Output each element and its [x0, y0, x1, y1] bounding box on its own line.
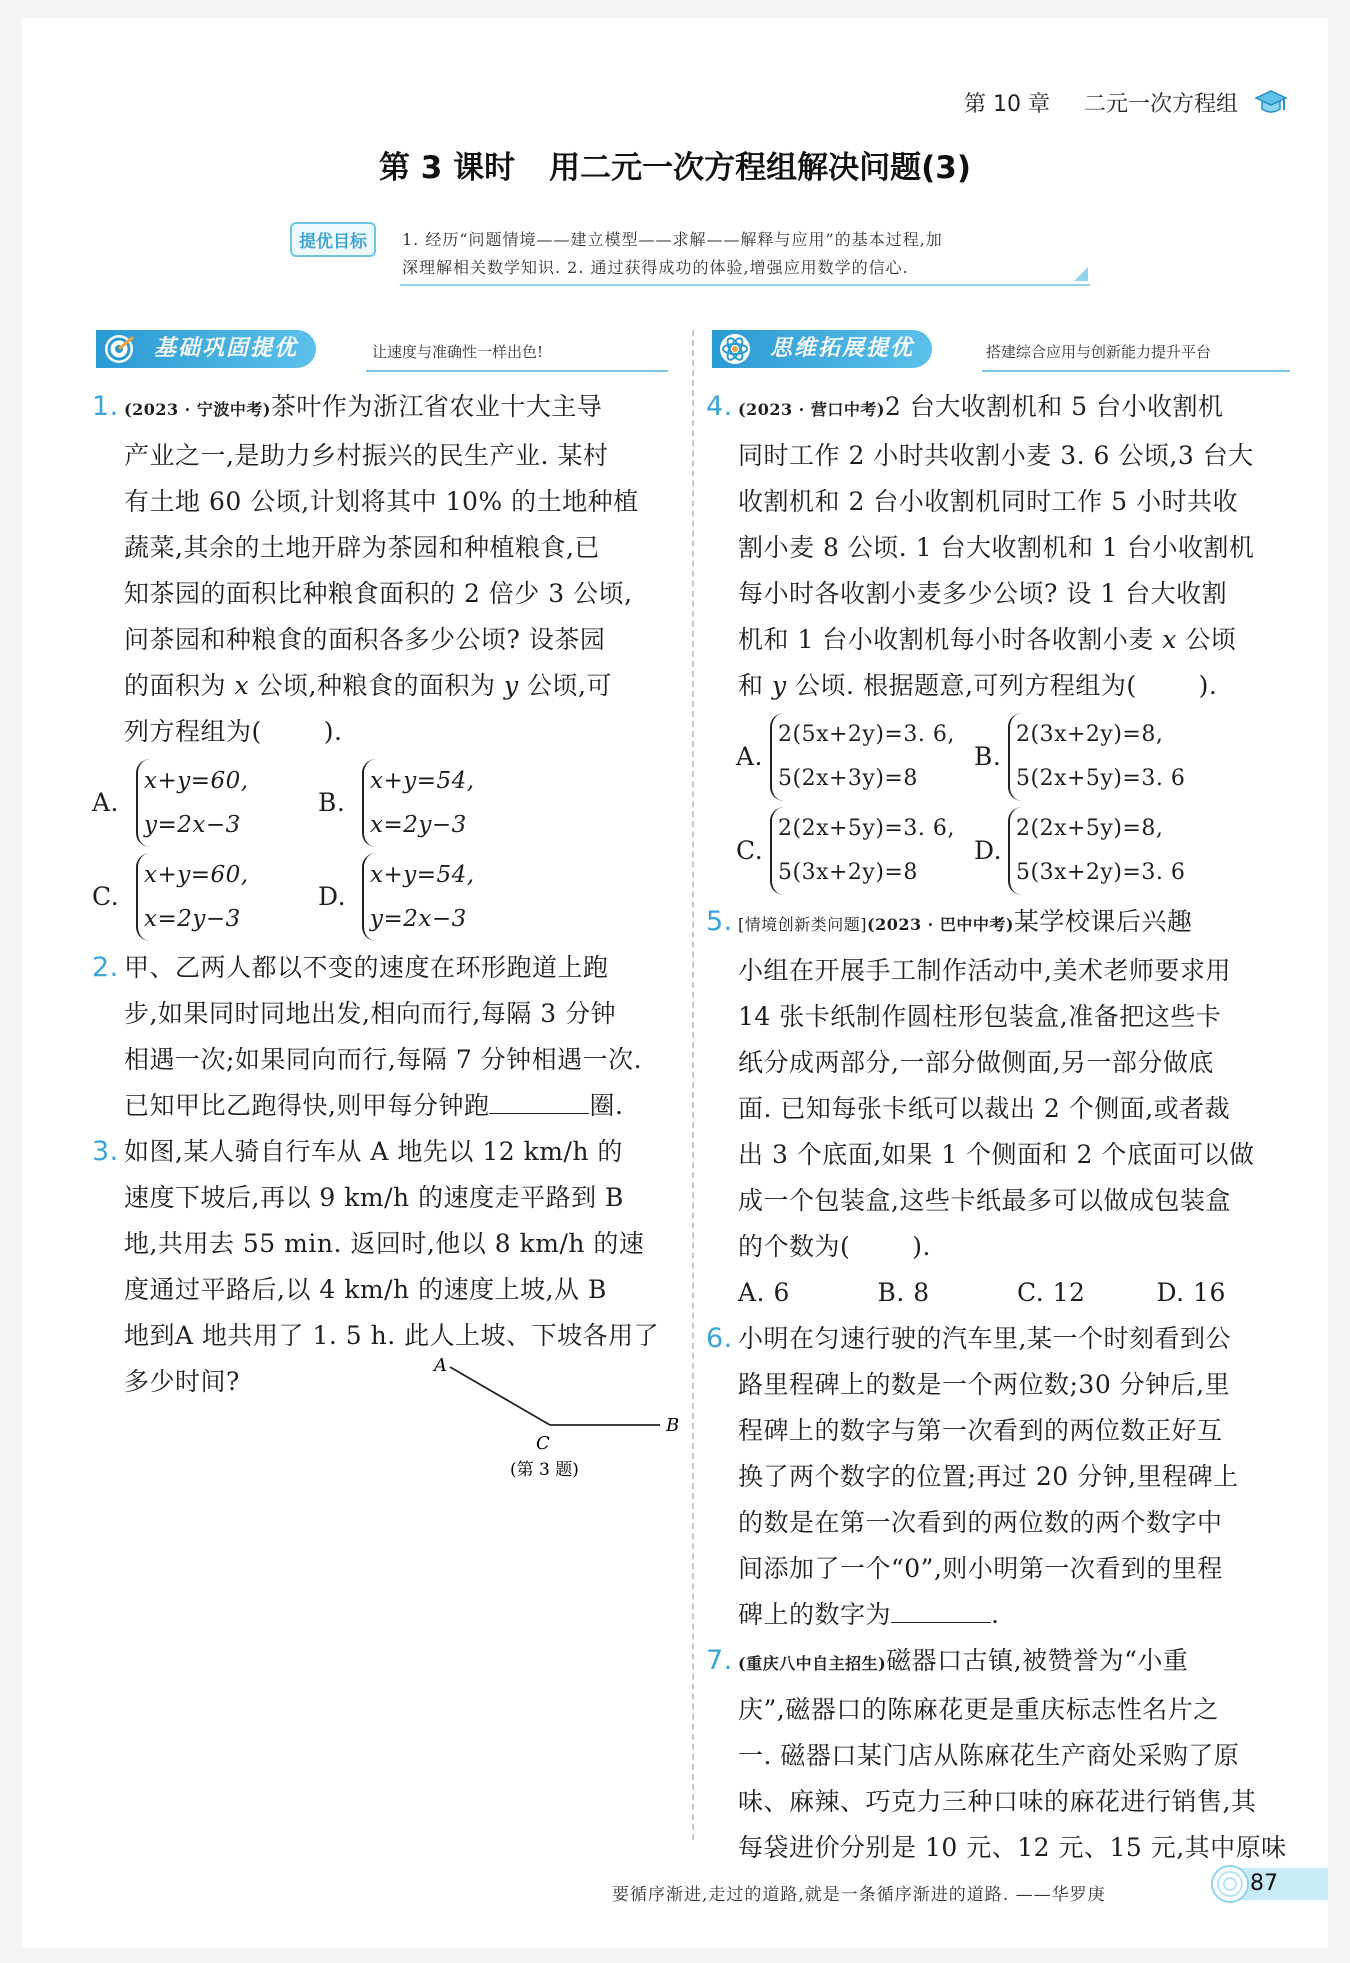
problem-text: 庆”,磁器口的陈麻花更是重庆标志性名片之 [738, 1695, 1219, 1724]
option-label: B. [318, 788, 346, 817]
option-d[interactable] [974, 805, 1185, 897]
problem-text: 和 y 公顷. 根据题意,可列方程组为( ). [738, 671, 1218, 700]
problem-text: 间添加了一个“0”,则小明第一次看到的里程 [738, 1554, 1223, 1583]
problem-text: 换了两个数字的位置;再过 20 分钟,里程碑上 [738, 1462, 1239, 1491]
option-label: A. [92, 788, 120, 817]
options-row-cd [92, 851, 682, 943]
figure-label-c: C [536, 1433, 550, 1454]
column-divider [692, 330, 694, 1840]
lesson-topic: 用二元一次方程组解决问题(3) [549, 150, 972, 186]
problem-text: 14 张卡纸制作圆柱形包装盒,准备把这些卡 [738, 1002, 1222, 1031]
option-a[interactable] [736, 711, 955, 803]
problem-number: 5. [706, 906, 733, 937]
problem-text: 小组在开展手工制作活动中,美术老师要求用 [738, 956, 1231, 985]
problem-text: 如图,某人骑自行车从 A 地先以 12 km/h 的 [124, 1137, 623, 1166]
option-b[interactable] [318, 757, 475, 849]
page-swirl-icon [1208, 1862, 1252, 1906]
section-banner-extend [712, 330, 1292, 372]
problem-text: 问茶园和种粮食的面积各多少公顷? 设茶园 [124, 625, 606, 654]
problem-text: 知茶园的面积比种粮食面积的 2 倍少 3 公顷, [124, 579, 633, 608]
equation-system: x+y=60, x=2y−3 [136, 853, 249, 941]
problem-text: 甲、乙两人都以不变的速度在环形跑道上跑 [124, 953, 609, 982]
goals-corner-triangle [1074, 267, 1088, 281]
equation-system: 2(2x+5y)=8, 5(3x+2y)=3. 6 [1008, 807, 1185, 895]
problem-number: 7. [706, 1645, 733, 1676]
problem-source: (2023 · 宁波中考) [124, 400, 271, 419]
footer-quote: 要循序渐进,走过的道路,就是一条循序渐进的道路. ——华罗庚 [612, 1885, 1106, 1905]
options-row-ab [738, 711, 1296, 803]
left-column [92, 384, 682, 1405]
graduation-cap-icon [1254, 88, 1288, 118]
equation-system: 2(2x+5y)=3. 6, 5(3x+2y)=8 [770, 807, 955, 895]
option-label: D. [318, 882, 347, 911]
goals-text [402, 226, 1092, 282]
problem-text: 速度下坡后,再以 9 km/h 的速度走平路到 B [124, 1183, 624, 1212]
problem-text: 茶叶作为浙江省农业十大主导 [270, 392, 603, 421]
option-d[interactable] [318, 851, 475, 943]
option-label: A. [736, 742, 764, 771]
problem-text: 机和 1 台小收割机每小时各收割小麦 x 公顷 [738, 625, 1237, 654]
options-row [738, 1270, 1296, 1316]
option-b[interactable]: B. 8 [877, 1278, 930, 1307]
goals-line-2: 深理解相关数学知识. 2. 通过获得成功的体验,增强应用数学的信心. [402, 258, 909, 277]
problem-text: 同时工作 2 小时共收割小麦 3. 6 公顷,3 台大 [738, 441, 1254, 470]
options-row-ab [92, 757, 682, 849]
lesson-title [0, 142, 1350, 187]
page-number: 87 [1250, 1871, 1278, 1896]
equation-system: 2(3x+2y)=8, 5(2x+5y)=3. 6 [1008, 713, 1185, 801]
option-label: B. [974, 742, 1002, 771]
problem-3-figure [420, 1345, 690, 1485]
problem-source: (2023 · 营口中考) [738, 400, 885, 419]
problem-text: 度通过平路后,以 4 km/h 的速度上坡,从 B [124, 1275, 607, 1304]
problem-text: 一. 磁器口某门店从陈麻花生产商处采购了原 [738, 1741, 1240, 1770]
problem-text: 收割机和 2 台小收割机同时工作 5 小时共收 [738, 487, 1239, 516]
option-c[interactable] [736, 805, 955, 897]
problem-text: 地到A 地共用了 1. 5 h. 此人上坡、下坡各用了 [124, 1321, 660, 1350]
chapter-name: 二元一次方程组 [1083, 92, 1238, 117]
problem-6 [706, 1316, 1296, 1638]
options-row-cd [738, 805, 1296, 897]
equation-system: x+y=54, x=2y−3 [362, 759, 475, 847]
problem-number: 6. [706, 1323, 733, 1354]
option-label: C. [92, 882, 120, 911]
problem-text: 列方程组为( ). [124, 717, 343, 746]
lesson-number: 第 3 课时 [378, 150, 516, 186]
problem-text: 磁器口古镇,被赞誉为“小重 [886, 1646, 1189, 1675]
problem-source: (重庆八中自主招生) [738, 1654, 887, 1673]
figure-label-a: A [434, 1355, 447, 1376]
problem-text: 的面积为 x 公顷,种粮食的面积为 y 公顷,可 [124, 671, 612, 700]
section-underline-extend [982, 370, 1290, 372]
problem-text: 味、麻辣、巧克力三种口味的麻花进行销售,其 [738, 1787, 1257, 1816]
problem-source: (2023 · 巴中中考) [867, 915, 1014, 934]
answer-blank[interactable] [891, 1592, 991, 1623]
chapter-number: 第 10 章 [964, 92, 1050, 117]
option-a[interactable]: A. 6 [738, 1278, 790, 1307]
problem-text: 纸分成两部分,一部分做侧面,另一部分做底 [738, 1048, 1214, 1077]
atom-icon [718, 332, 752, 366]
problem-1 [92, 384, 682, 943]
section-banner-basic [96, 330, 676, 372]
goals-underline [400, 284, 1090, 286]
problem-text: 某学校课后兴趣 [1013, 907, 1193, 936]
section-title-basic: 基础巩固提优 [96, 330, 316, 368]
chapter-header [964, 87, 1288, 118]
section-slogan-basic: 让速度与准确性一样出色! [372, 343, 544, 361]
problem-text: 路里程碑上的数是一个两位数;30 分钟后,里 [738, 1370, 1231, 1399]
problem-text: 成一个包装盒,这些卡纸最多可以做成包装盒 [738, 1186, 1231, 1215]
problem-text: 每小时各收割小麦多少公顷? 设 1 台大收割 [738, 579, 1228, 608]
problem-text: 出 3 个底面,如果 1 个侧面和 2 个底面可以做 [738, 1140, 1255, 1169]
problem-text: 程碑上的数字与第一次看到的两位数正好互 [738, 1416, 1223, 1445]
problem-text: 步,如果同时同地出发,相向而行,每隔 3 分钟 [124, 999, 617, 1028]
problem-text: 蔬菜,其余的土地开辟为茶园和种植粮食,已 [124, 533, 600, 562]
problem-4 [706, 384, 1296, 897]
target-icon [102, 332, 136, 366]
figure-label-b: B [666, 1415, 680, 1436]
answer-blank[interactable] [489, 1083, 589, 1114]
problem-number: 3. [92, 1136, 119, 1167]
learning-goals [290, 222, 1090, 284]
problem-tag: [情境创新类问题] [738, 915, 867, 934]
problem-7 [706, 1638, 1296, 1871]
page-number-badge [1208, 1862, 1328, 1902]
section-slogan-extend: 搭建综合应用与创新能力提升平台 [986, 343, 1212, 361]
problem-text: 产业之一,是助力乡村振兴的民生产业. 某村 [124, 441, 609, 470]
equation-system: 2(5x+2y)=3. 6, 5(2x+3y)=8 [770, 713, 955, 801]
figure-caption: (第 3 题) [510, 1460, 579, 1480]
problem-text: 已知甲比乙跑得快,则甲每分钟跑 圈. [124, 1083, 682, 1129]
option-a[interactable] [92, 757, 249, 849]
problem-text: 面. 已知每张卡纸可以裁出 2 个侧面,或者裁 [738, 1094, 1231, 1123]
option-b[interactable] [974, 711, 1185, 803]
problem-text: 2 台大收割机和 5 台小收割机 [884, 392, 1224, 421]
problem-text: 碑上的数字为 . [738, 1592, 1296, 1638]
problem-text: 相遇一次;如果同向而行,每隔 7 分钟相遇一次. [124, 1045, 643, 1074]
option-label: C. [736, 836, 764, 865]
goals-line-1: 1. 经历“问题情境——建立模型——求解——解释与应用”的基本过程,加 [402, 230, 943, 249]
option-c[interactable] [92, 851, 249, 943]
problem-text: 的数是在第一次看到的两位数的两个数字中 [738, 1508, 1223, 1537]
problem-text: 地,共用去 55 min. 返回时,他以 8 km/h 的速 [124, 1229, 645, 1258]
equation-system: x+y=54, y=2x−3 [362, 853, 475, 941]
option-c[interactable]: C. 12 [1017, 1278, 1086, 1307]
problem-number: 4. [706, 391, 733, 422]
problem-5 [706, 899, 1296, 1316]
problem-2 [92, 945, 682, 1129]
section-title-extend: 思维拓展提优 [712, 330, 932, 368]
problem-text: 的个数为( ). [738, 1232, 931, 1261]
option-label: D. [974, 836, 1003, 865]
equation-system: x+y=60, y=2x−3 [136, 759, 249, 847]
problem-text: 每袋进价分别是 10 元、12 元、15 元,其中原味 [738, 1833, 1287, 1862]
goals-tag: 提优目标 [290, 222, 376, 257]
problem-text: 割小麦 8 公顷. 1 台大收割机和 1 台小收割机 [738, 533, 1255, 562]
problem-text: 小明在匀速行驶的汽车里,某一个时刻看到公 [738, 1324, 1231, 1353]
problem-number: 2. [92, 952, 119, 983]
right-column [706, 384, 1296, 1871]
section-underline-basic [366, 370, 668, 372]
option-d[interactable]: D. 16 [1156, 1278, 1226, 1307]
problem-text: 多少时间? [124, 1367, 240, 1396]
problem-text: 有土地 60 公顷,计划将其中 10% 的土地种植 [124, 487, 639, 516]
problem-number: 1. [92, 391, 119, 422]
